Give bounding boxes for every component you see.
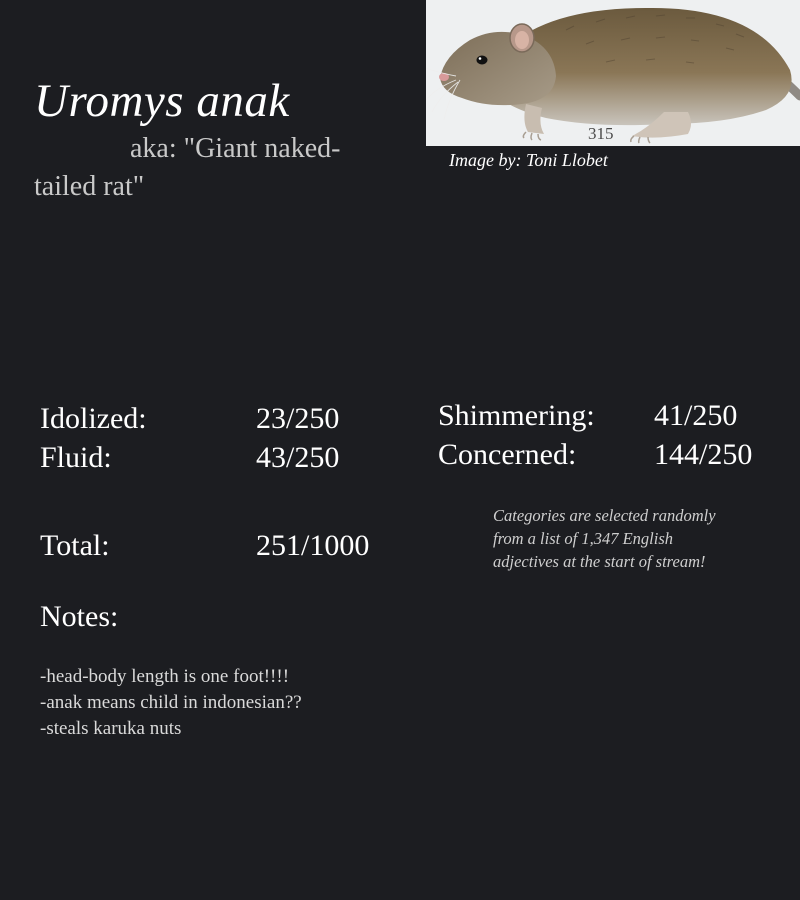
stat-label-total: Total:: [40, 529, 110, 562]
image-credit: Image by: Toni Llobet: [449, 150, 608, 170]
stat-label-idolized: Idolized:: [40, 402, 147, 435]
stat-value-concerned: 144/250: [654, 438, 753, 471]
stat-value-fluid: 43/250: [256, 441, 340, 474]
stat-label-fluid: Fluid:: [40, 441, 112, 474]
stat-value-total: 251/1000: [256, 529, 370, 562]
stat-label-concerned: Concerned:: [438, 438, 577, 471]
plate-number: 315: [588, 124, 614, 143]
species-name: Uromys anak: [34, 75, 290, 127]
note-item: -anak means child in indonesian??: [40, 692, 302, 713]
notes-heading: Notes:: [40, 600, 119, 633]
category-disclaimer: Categories are selected randomly from a list of 1,347 English adjectives at the start of stream!: [493, 506, 716, 571]
rat-illustration: [426, 0, 800, 146]
notes-list: [40, 664, 302, 742]
common-name: aka: "Giant naked-tailed rat": [34, 133, 341, 202]
note-item: -head-body length is one foot!!!!: [40, 666, 290, 687]
stat-value-shimmering: 41/250: [654, 399, 738, 432]
stat-label-shimmering: Shimmering:: [438, 399, 595, 432]
stat-value-idolized: 23/250: [256, 402, 340, 435]
note-item: -steals karuka nuts: [40, 718, 182, 739]
